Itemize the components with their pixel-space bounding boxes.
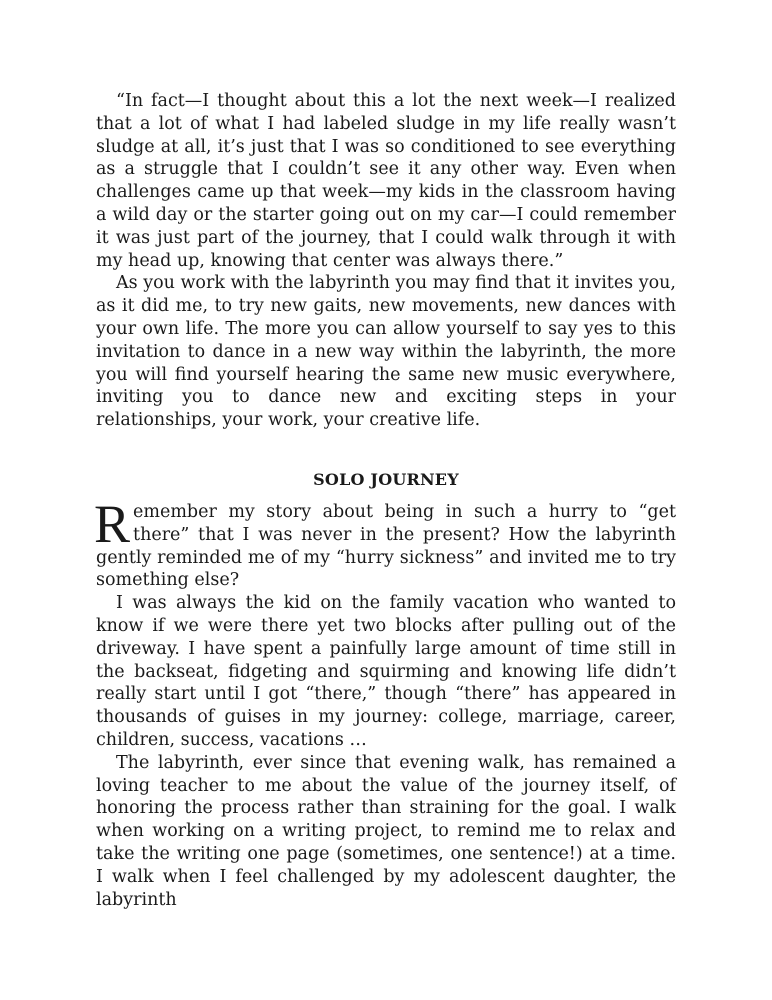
page-body [96,90,676,911]
paragraph-hurry [94,493,676,592]
section-heading: SOLO JOURNEY [313,469,459,489]
paragraph-labyrinth-dance: As you work with the labyrinth you may find that it invites you, as it did me, to try new gaits, new movements, new dances with your own life. The more you can allow yourself to say yes to this invitation to dance in a new way within the labyrinth, the more you will find yourself hearing the same new music everywhere, inviting you to dance new and exciting steps in your relationships, your work, your creative life. [96,273,676,431]
paragraph-family-vacation: I was always the kid on the family vacation who wanted to know if we were there yet two blocks after pulling out of the driveway. I have spent a painfully large amount of time still in the backseat, fidgeting and squirming and knowing life didn’t really start until I got “there,” though “there” has appeared in thousands of guises in my journey: college, marriage, career, children, success, vacations … [96,593,676,750]
drop-cap: R [94,493,131,554]
paragraph-hurry-text: emember my story about being in such a hurry to “get there” that I was never in the present? How the labyrinth gently reminded me of my “hurry sickness” and invited me to try something else? [96,501,676,591]
paragraph-loving-teacher: The labyrinth, ever since that evening walk, has remained a loving teacher to me about the value of the journey itself, of honoring the process rather than straining for the goal. I walk when working on a writing project, to remind me to relax and take the writing one page (sometimes, one sentence!) at a time. I walk when I feel challenged by my adolescent daughter, the labyrinth [96,752,676,910]
paragraph-quote: “In fact—I thought about this a lot the next week—I realized that a lot of what I had labeled sludge in my life really wasn’t sludge at all, it’s just that I was so conditioned to see everything as a struggle that I couldn’t see it any other way. Even when challenges came up that week—my kids in the classroom having a wild day or the starter going out on my car—I could remember it was just part of the journey, that I could walk through it with my head up, knowing that center was always there.” [96,91,676,271]
